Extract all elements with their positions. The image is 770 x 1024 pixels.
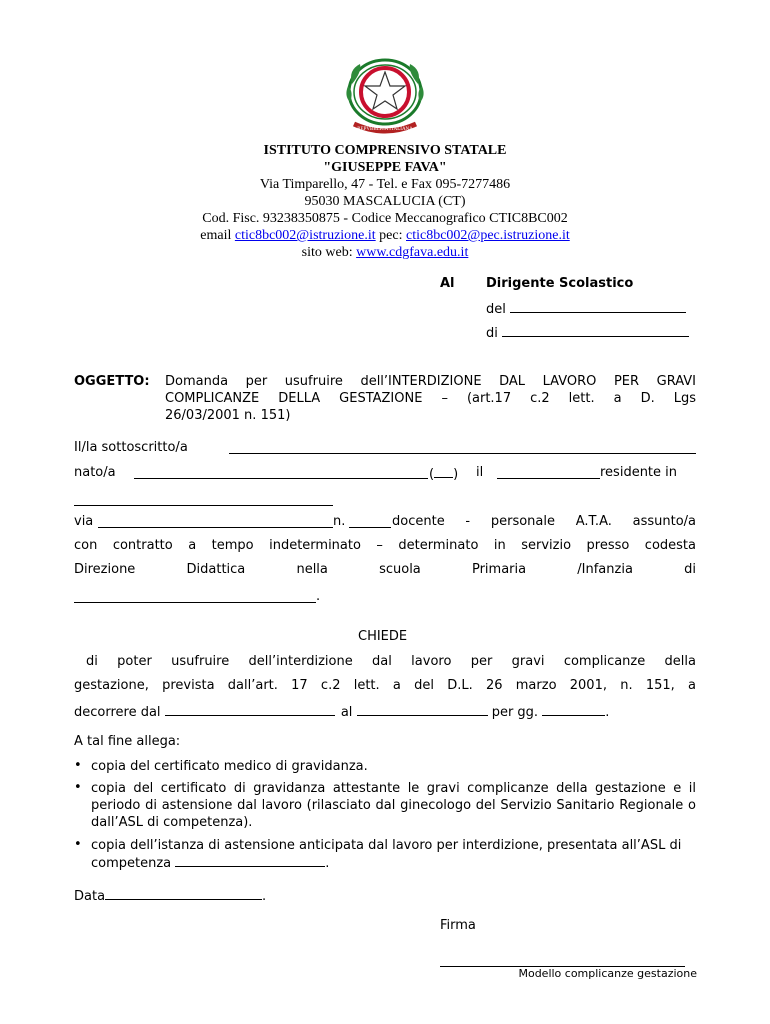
list-item: • copia dell’istanza di astensione anticipata dal lavoro per interdizione, presentata all’ASL di competenza . — [74, 837, 682, 871]
svg-text:REPVBBLICA ITALIANA: REPVBBLICA ITALIANA — [357, 127, 413, 132]
il-label: il — [476, 465, 484, 480]
school-address: Via Timparello, 47 - Tel. e Fax 095-7277486 — [259, 177, 511, 192]
school-title: ISTITUTO COMPRENSIVO STATALE — [263, 143, 507, 158]
province-field: ( ) — [429, 467, 459, 482]
school-website: sito web: www.cdgfava.edu.it — [301, 245, 469, 260]
from-date-blank[interactable] — [165, 703, 335, 716]
sottoscritto-label: Il/la sottoscritto/a — [74, 440, 188, 455]
via-blank[interactable] — [98, 515, 333, 528]
list-item: • copia del certificato di gravidanza attestante le gravi complicanze della gestazione e il periodo di astensione dal lavoro (rilasciato dal ginecologo del Servizio Sanitario Regionale o dall’ASL di competenza). — [74, 780, 696, 830]
number-blank[interactable] — [349, 515, 391, 528]
residence-blank[interactable] — [74, 493, 333, 506]
addressee-title: Dirigente Scolastico — [486, 276, 634, 291]
addressee-del: del — [486, 300, 686, 317]
direzione-line: Direzione Didattica nella scuola Primaria /Infanzia di — [74, 562, 696, 577]
italian-republic-emblem — [340, 54, 430, 138]
n-label: n. — [333, 514, 346, 529]
via-label: via — [74, 514, 94, 529]
contratto-text: con contratto a tempo indeterminato – determinato in servizio presso codesta — [74, 538, 696, 553]
decorrere-line: decorrere dal al per gg. . — [74, 705, 610, 720]
docente-text: docente - personale A.T.A. assunto/a — [392, 514, 696, 529]
sottoscritto-blank[interactable] — [229, 441, 696, 454]
school-city: 95030 MASCALUCIA (CT) — [304, 194, 466, 209]
school-codes: Cod. Fisc. 93238350875 - Codice Meccanografico CTIC8BC002 — [202, 211, 568, 226]
date-blank[interactable] — [105, 887, 262, 900]
birthplace-blank[interactable] — [134, 466, 428, 479]
di-blank[interactable] — [502, 324, 689, 337]
school-header — [0, 142, 770, 261]
oggetto-line-3: 26/03/2001 n. 151) — [165, 408, 291, 423]
oggetto-label: OGGETTO: — [74, 374, 150, 389]
chiede-heading: CHIEDE — [358, 629, 408, 644]
allegati-intro: A tal fine allega: — [74, 734, 181, 749]
bullet-icon: • — [74, 837, 82, 852]
to-date-blank[interactable] — [357, 703, 488, 716]
addressee-di: di — [486, 324, 689, 341]
email-link[interactable]: ctic8bc002@istruzione.it — [234, 228, 376, 243]
pec-link[interactable]: ctic8bc002@pec.istruzione.it — [406, 228, 570, 243]
school-emails: email ctic8bc002@istruzione.it pec: ctic8bc002@pec.istruzione.it — [200, 228, 570, 243]
oggetto-line-2: COMPLICANZE DELLA GESTAZIONE – (art.17 c.2 lett. a D. Lgs — [165, 391, 696, 406]
school-blank[interactable] — [74, 590, 316, 603]
residente-label: residente in — [600, 465, 678, 480]
oggetto-line-1: Domanda per usufruire dell’INTERDIZIONE DAL LAVORO PER GRAVI — [165, 374, 696, 389]
days-blank[interactable] — [542, 703, 605, 716]
school-name: "GIUSEPPE FAVA" — [323, 160, 447, 175]
bullet-icon: • — [74, 780, 82, 795]
competenza-blank[interactable] — [175, 854, 325, 867]
website-link[interactable]: www.cdgfava.edu.it — [356, 245, 469, 260]
firma-label: Firma — [440, 918, 476, 933]
list-item: • copia del certificato medico di gravidanza. — [74, 758, 368, 774]
signature-blank[interactable] — [440, 954, 685, 967]
birthdate-blank[interactable] — [497, 466, 600, 479]
province-blank[interactable] — [434, 465, 453, 478]
bullet-icon: • — [74, 758, 82, 773]
addressee-al: Al — [440, 276, 455, 291]
del-blank[interactable] — [510, 300, 686, 313]
nato-label: nato/a — [74, 465, 116, 480]
chiede-line-1: di poter usufruire dell’interdizione dal lavoro per gravi complicanze della — [86, 654, 696, 669]
footer-model: Modello complicanze gestazione — [518, 967, 697, 980]
chiede-line-2: gestazione, prevista dall’art. 17 c.2 lett. a del D.L. 26 marzo 2001, n. 151, a — [74, 678, 696, 693]
data-line: Data . — [74, 889, 267, 904]
